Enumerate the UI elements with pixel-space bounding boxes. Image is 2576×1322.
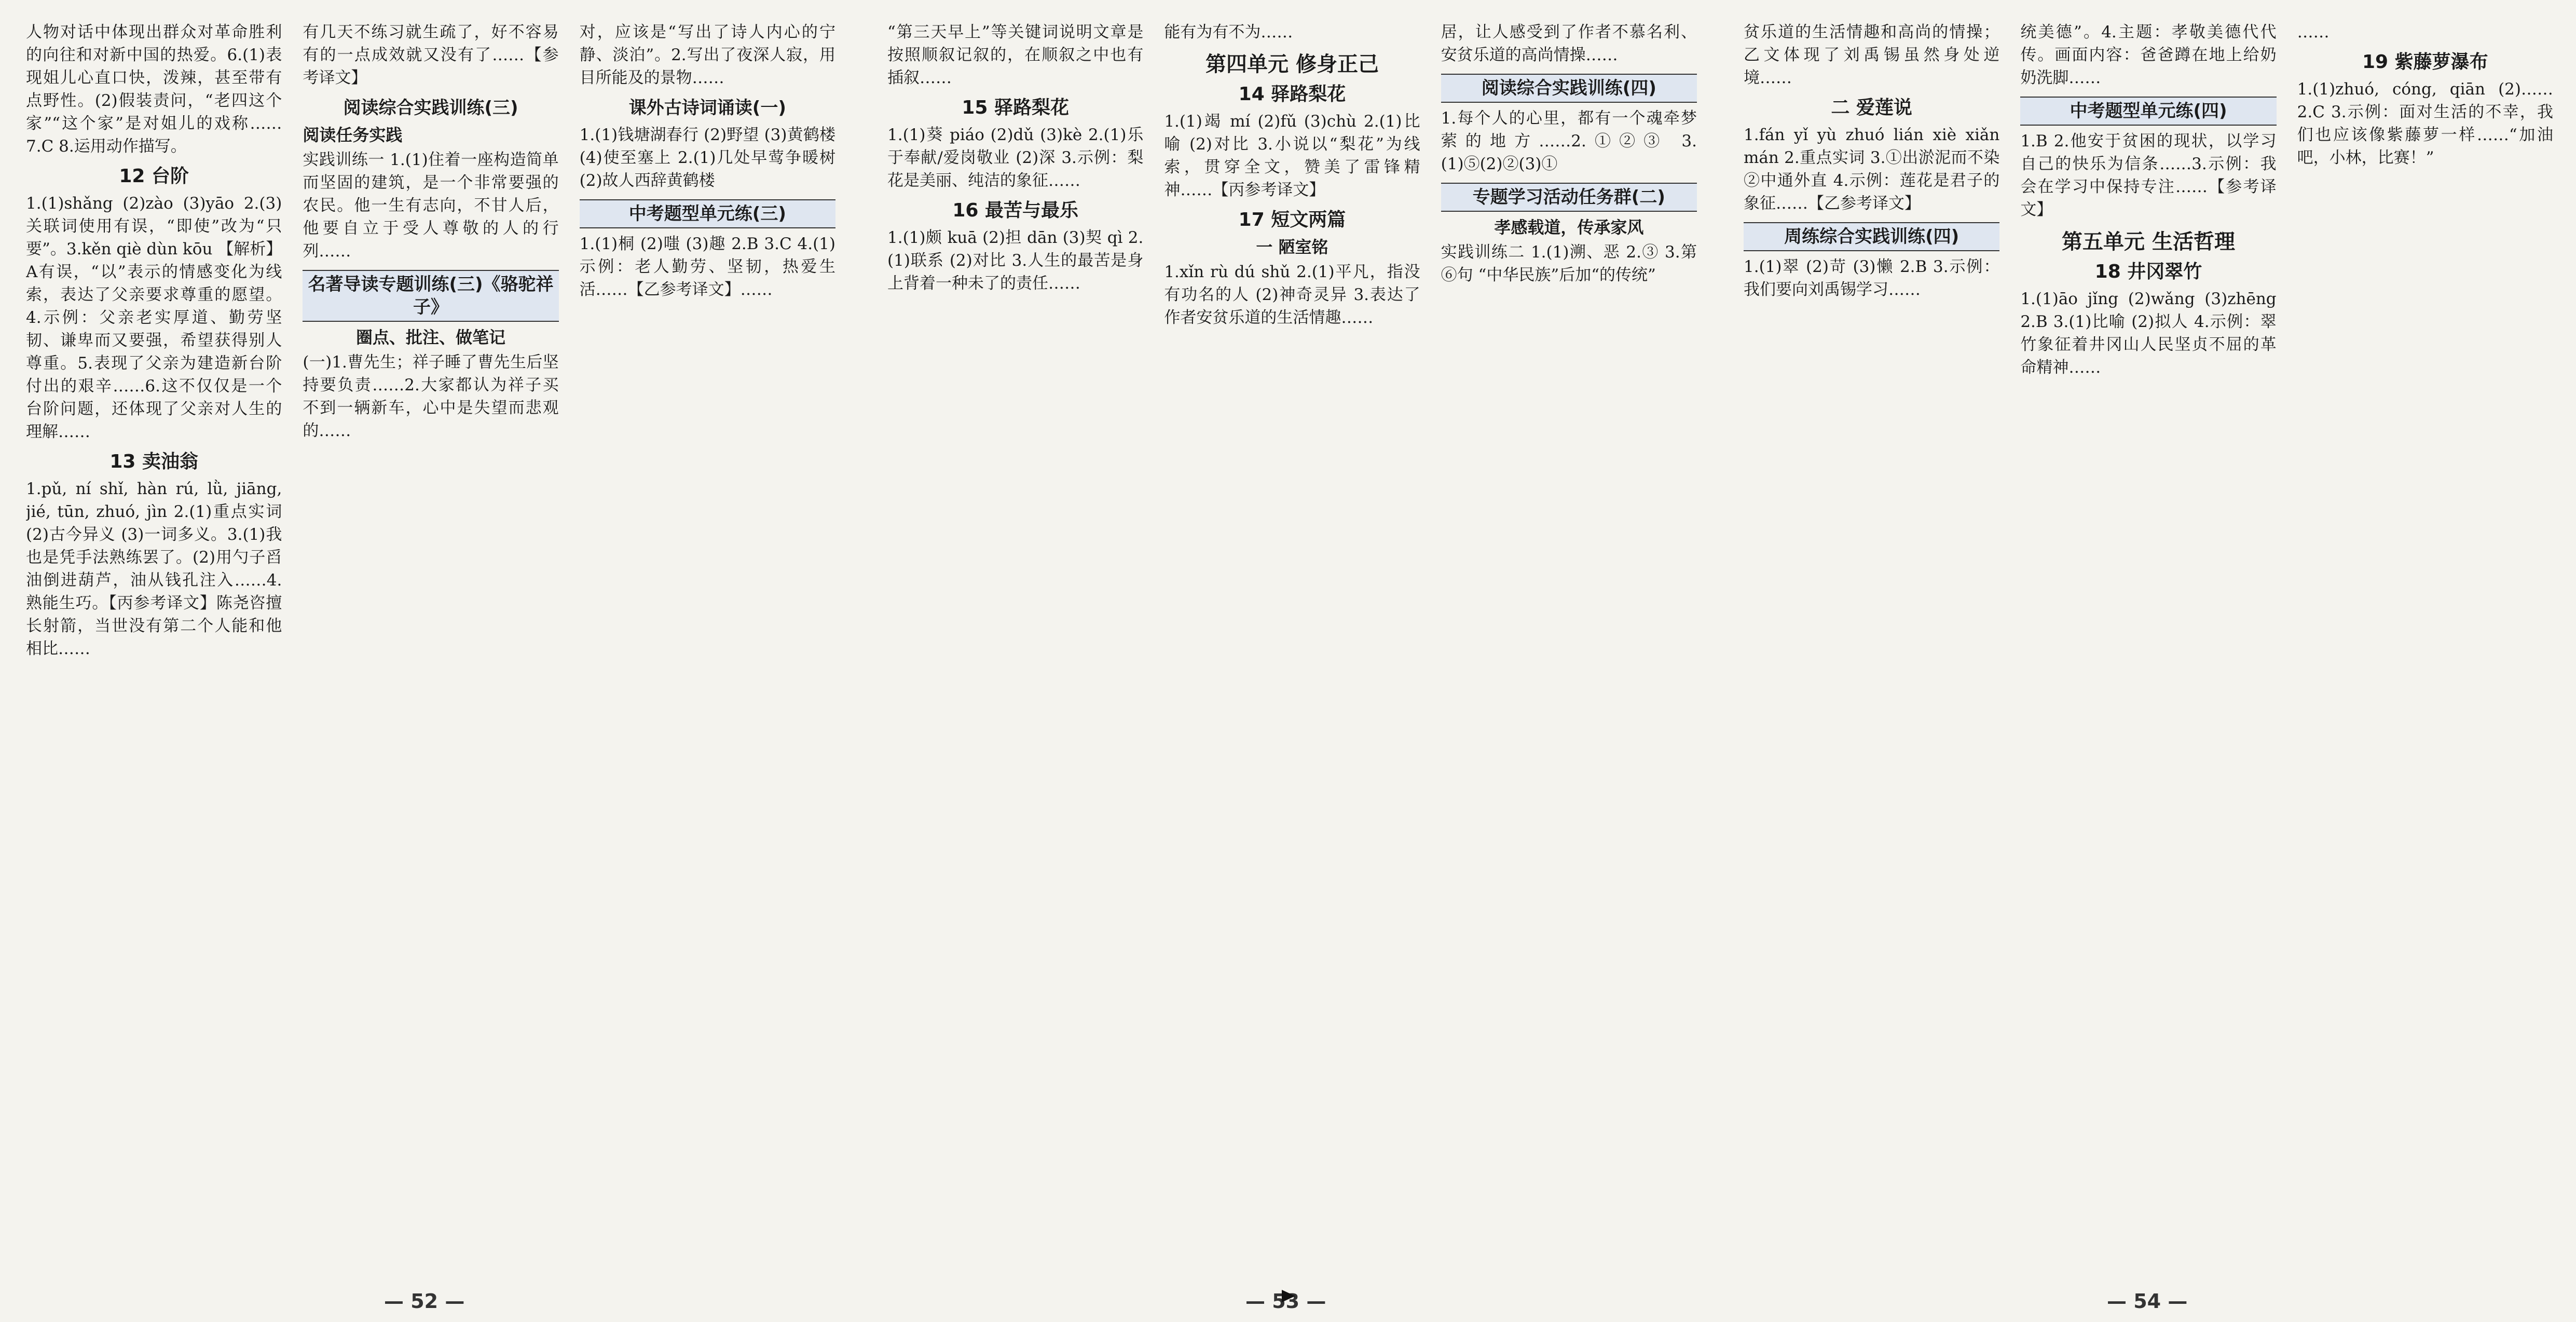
page-54 [1733, 21, 2564, 1277]
lesson-title: 12 台阶 [119, 166, 189, 187]
paragraph: 1.(1)翠 (2)苛 (3)懒 2.B 3.示例：我们要向刘禹锡学习…… [1744, 257, 2000, 299]
paragraph: 对，应该是“写出了诗人内心的宁静、淡泊”。2.写出了夜深人寂，用目所能及的景物…… [579, 23, 835, 87]
page-54-column-3 [2297, 21, 2553, 1277]
paragraph: 能有为有不为…… [1164, 23, 1293, 42]
subsection-title: 孝感载道，传承家风 [1494, 217, 1644, 237]
paragraph: 贫乐道的生活情趣和高尚的情操；乙文体现了刘禹锡虽然身处逆境…… [1744, 23, 2000, 87]
lesson-title: 19 紫藤萝瀑布 [2362, 51, 2488, 73]
paragraph: 1.B 2.他安于贫困的现状，以学习自己的快乐为信条……3.示例：我会在学习中保持专注……【参考译文】 [2020, 132, 2277, 219]
paragraph: 1.(1)zhuó, cóng, qiān (2)……2.C 3.示例：面对生活的不幸，我们也应该像紫藤萝一样……“加油吧，小林，比赛！” [2297, 80, 2553, 167]
section-title: 中考题型单元练(四) [2020, 97, 2276, 126]
paragraph: 实践训练一 1.(1)住着一座构造简单而坚固的建筑，是一个非常要强的农民。他一生有志向，不甘人后，他要自立于受人尊敬的人的行列…… [303, 151, 559, 261]
paragraph: 1.(1)葵 piáo (2)dǔ (3)kè 2.(1)乐于奉献/爱岗敬业 (2)深 3.示例：梨花是美丽、纯洁的象征…… [887, 126, 1144, 190]
paragraph: 1.每个人的心里，都有一个魂牵梦萦的地方……2.①②③ 3.(1)⑤(2)②(3)① [1441, 109, 1697, 173]
section-title: 周练综合实践训练(四) [1744, 222, 1999, 251]
paragraph: 1.(1)shǎng (2)zào (3)yāo 2.(3)关联词使用有误，“即使”改为“只要”。3.kěn qiè dùn kōu 【解析】A有误，“以”表示的情感变化为线索，表达了父亲要求尊重的愿望。4.示例：父亲老实厚道、勤劳坚韧、谦卑而又要强，希望获得别人尊重。5.表现了父亲为建造新台阶付出的艰辛……6.这不仅仅是一个台阶问题，还体现了父亲对人生的理解…… [26, 194, 282, 441]
lesson-title: 17 短文两篇 [1238, 209, 1346, 230]
page-52-column-2 [303, 21, 558, 1277]
paragraph: 1.(1)颇 kuā (2)担 dān (3)契 qì 2.(1)联系 (2)对比 3.人生的最苦是身上背着一种未了的责任…… [887, 228, 1144, 293]
paragraph: 统美德”。4.主题：孝敬美德代代传。画面内容：爸爸蹲在地上给奶奶洗脚…… [2020, 23, 2277, 87]
paragraph: (一)1.曹先生；祥子睡了曹先生后坚持要负责……2.大家都认为祥子买不到一辆新车，心中是失望而悲观的…… [303, 353, 559, 440]
subsection-title: 一 陋室铭 [1256, 237, 1328, 257]
page-number: — 52 — [384, 1290, 465, 1313]
section-title: 阅读综合实践训练(三) [343, 98, 518, 118]
lesson-title: 16 最苦与最乐 [952, 200, 1078, 221]
lesson-title: 14 驿路梨花 [1238, 84, 1346, 105]
page-52-column-1 [26, 21, 282, 1277]
page-53-column-2 [1164, 21, 1420, 1277]
paragraph: 1.xǐn rù dú shǔ 2.(1)平凡，指没有功名的人 (2)神奇灵异 3.表达了作者安贫乐道的生活情趣…… [1164, 263, 1420, 327]
page-54-column-1 [1744, 21, 1999, 1277]
lesson-title: 18 井冈翠竹 [2094, 261, 2202, 282]
paragraph: “第三天早上”等关键词说明文章是按照顺叙记叙的，在顺叙之中也有插叙…… [887, 23, 1144, 87]
paragraph: 1.fán yǐ yù zhuó lián xiè xiǎn mán 2.重点实词 3.①出淤泥而不染 ②中通外直 4.示例：莲花是君子的象征……【乙参考译文】 [1744, 126, 2000, 213]
paragraph: 1.pǔ, ní shǐ, hàn rú, lǜ, jiāng, jié, tūn, zhuó, jìn 2.(1)重点实词 (2)古今异义 (3)一词多义。3.(1)我也是凭手法熟练罢了。(2)用勺子舀油倒进葫芦，油从钱孔注入……4.熟能生巧。【丙参考译文】陈尧咨擅长射箭，当世没有第二个人能和他相比…… [26, 480, 282, 658]
paragraph: …… [2297, 23, 2330, 42]
page-53-column-1 [887, 21, 1143, 1277]
lesson-title: 二 爱莲说 [1831, 97, 1912, 118]
page-53 [877, 21, 1707, 1277]
page-53-column-3 [1441, 21, 1697, 1277]
paragraph: 1.(1)桐 (2)嗤 (3)趣 2.B 3.C 4.(1)示例：老人勤劳、坚韧，热爱生活……【乙参考译文】…… [579, 235, 835, 299]
section-title: 名著导读专题训练(三)《骆驼祥子》 [303, 270, 558, 322]
lesson-title: 15 驿路梨花 [962, 97, 1069, 118]
page-number: — 53 — [1245, 1290, 1326, 1313]
section-title: 阅读综合实践训练(四) [1441, 74, 1697, 103]
page-52-column-3 [580, 21, 835, 1277]
section-title: 专题学习活动任务群(二) [1441, 183, 1697, 212]
lesson-title: 13 卖油翁 [109, 451, 198, 472]
page-52 [16, 21, 846, 1277]
paragraph: 1.(1)钱塘湖春行 (2)野望 (3)黄鹤楼 (4)使至塞上 2.(1)几处早莺争暖树 (2)故人西辞黄鹤楼 [579, 126, 835, 190]
section-title: 课外古诗词诵读(一) [628, 98, 786, 118]
paragraph: 人物对话中体现出群众对革命胜利的向往和对新中国的热爱。6.(1)表现姐儿心直口快，泼辣，甚至带有点野性。(2)假装责问，“老四这个家”“这个家”是对姐儿的戏称……7.C 8.运用动作描写。 [26, 23, 282, 156]
page-arrow-icon [1282, 1290, 1295, 1302]
unit-title: 第四单元 修身正己 [1205, 52, 1379, 76]
subsection-title: 阅读任务实践 [303, 125, 403, 145]
paragraph: 1.(1)竭 mí (2)fǔ (3)chù 2.(1)比喻 (2)对比 3.小说以“梨花”为线索，贯穿全文，赞美了雷锋精神……【丙参考译文】 [1164, 112, 1420, 199]
subsection-title: 圈点、批注、做笔记 [355, 328, 505, 347]
unit-title: 第五单元 生活哲理 [2062, 230, 2235, 254]
paragraph: 实践训练二 1.(1)溯、恶 2.③ 3.第⑥句 “中华民族”后加“的传统” [1441, 243, 1697, 284]
page-number: — 54 — [2107, 1290, 2188, 1313]
page-54-column-2 [2020, 21, 2276, 1277]
section-title: 中考题型单元练(三) [580, 199, 835, 228]
paragraph: 1.(1)āo jǐng (2)wǎng (3)zhēng 2.B 3.(1)比喻 (2)拟人 4.示例：翠竹象征着井冈山人民坚贞不屈的革命精神…… [2020, 290, 2277, 377]
paragraph: 居，让人感受到了作者不慕名利、安贫乐道的高尚情操…… [1441, 23, 1697, 64]
paragraph: 有几天不练习就生疏了，好不容易有的一点成效就又没有了……【参考译文】 [303, 23, 559, 87]
